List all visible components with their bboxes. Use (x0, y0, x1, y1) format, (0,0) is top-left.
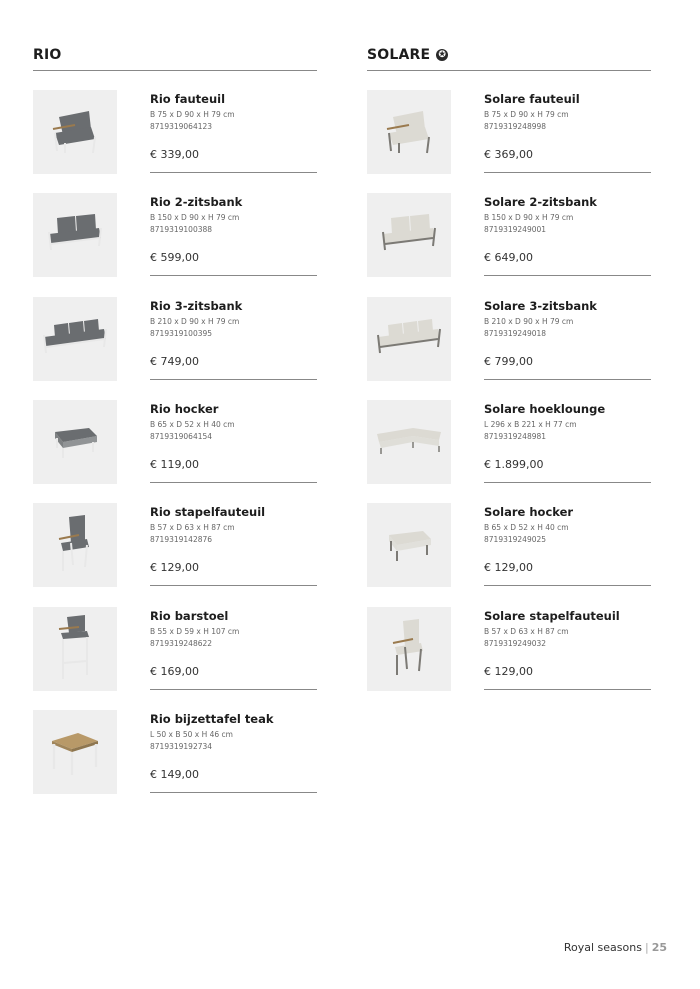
product-price: € 339,00 (150, 148, 199, 161)
product-price: € 649,00 (484, 251, 533, 265)
rio-header (33, 44, 317, 71)
product-ean: 8719319248622 (150, 638, 213, 648)
product-dimensions: B 150 x D 90 x H 79 cm (484, 213, 574, 223)
product-item (367, 90, 651, 174)
product-info (150, 90, 317, 173)
product-image (33, 607, 117, 691)
product-item (33, 90, 317, 174)
product-image (367, 607, 451, 691)
sofa-3-seat-icon (374, 315, 444, 363)
page-footer (564, 941, 667, 954)
product-dimensions: L 50 x B 50 x H 46 cm (150, 729, 233, 739)
product-name: Rio 3-zitsbank (150, 298, 243, 313)
product-item (33, 297, 317, 381)
side-table-icon (48, 723, 102, 781)
product-name: Solare fauteuil (484, 92, 580, 106)
lounge-chair-icon (379, 103, 439, 161)
product-ean: 8719319249025 (484, 535, 547, 545)
product-ean: 8719319248981 (484, 431, 547, 441)
page-number: 25 (651, 941, 667, 954)
product-image (33, 400, 117, 484)
product-info (484, 400, 651, 483)
star-badge-icon: ✪ (436, 49, 448, 61)
product-dimensions: B 150 x D 90 x H 79 cm (150, 213, 240, 223)
product-item (367, 297, 651, 381)
product-name: Rio stapelfauteuil (150, 505, 266, 520)
product-ean: 8719319100395 (150, 328, 213, 338)
product-name: Rio fauteuil (150, 92, 226, 106)
product-price: € 169,00 (150, 664, 199, 678)
product-dimensions: B 75 x D 90 x H 79 cm (484, 110, 569, 119)
product-info (150, 607, 317, 690)
product-dimensions: B 55 x D 59 x H 107 cm (150, 626, 240, 636)
product-item (33, 503, 317, 587)
product-image (367, 297, 451, 381)
product-dimensions: L 296 x B 221 x H 77 cm (484, 419, 577, 429)
product-image (367, 90, 451, 174)
product-price: € 129,00 (484, 561, 533, 575)
product-price: € 129,00 (484, 664, 533, 678)
product-image (367, 193, 451, 277)
product-info (484, 503, 651, 586)
product-item (367, 503, 651, 587)
product-name: Solare hoeklounge (484, 401, 606, 416)
product-name: Solare stapelfauteuil (484, 608, 620, 623)
product-info (150, 710, 317, 793)
product-price: € 129,00 (150, 561, 199, 575)
product-item (33, 710, 317, 794)
product-name: Rio hocker (150, 401, 219, 416)
product-image (33, 90, 117, 174)
product-item (367, 607, 651, 691)
product-price: € 749,00 (150, 354, 199, 368)
corner-lounge-icon (373, 420, 445, 464)
product-image (367, 503, 451, 587)
product-item (33, 607, 317, 691)
product-info (484, 607, 651, 690)
product-dimensions: B 210 x D 90 x H 79 cm (484, 316, 574, 326)
product-image (33, 193, 117, 277)
product-ean: 8719319249001 (484, 225, 547, 235)
product-ean: 8719319249032 (484, 638, 547, 648)
product-ean: 8719319249018 (484, 328, 547, 338)
product-name: Solare 3-zitsbank (484, 298, 597, 313)
product-dimensions: B 57 x D 63 x H 87 cm (484, 626, 569, 636)
product-image (367, 400, 451, 484)
product-dimensions: B 210 x D 90 x H 79 cm (150, 316, 240, 326)
product-info (150, 400, 317, 483)
rio-title: RIO (33, 47, 62, 63)
product-name: Solare 2-zitsbank (484, 195, 597, 210)
product-image (33, 503, 117, 587)
footer-separator: | (644, 941, 649, 954)
footstool-icon (49, 418, 101, 466)
product-price: € 149,00 (150, 767, 199, 781)
stacking-chair-icon (53, 511, 97, 579)
product-info (150, 297, 317, 380)
product-ean: 8719319192734 (150, 741, 213, 751)
footstool-icon (383, 521, 435, 569)
product-name: Rio barstoel (150, 608, 229, 623)
product-image (33, 710, 117, 794)
sofa-2-seat-icon (43, 208, 107, 262)
product-name: Rio 2-zitsbank (150, 195, 243, 210)
product-price: € 599,00 (150, 251, 199, 265)
solare-title: SOLARE (367, 47, 431, 63)
product-dimensions: B 65 x D 52 x H 40 cm (484, 523, 569, 533)
product-price: € 799,00 (484, 354, 533, 368)
product-info (150, 503, 317, 586)
product-info (484, 297, 651, 380)
product-ean: 8719319064123 (150, 122, 213, 131)
product-price: € 119,00 (150, 457, 199, 471)
product-dimensions: B 65 x D 52 x H 40 cm (150, 419, 235, 429)
bar-stool-icon (53, 613, 97, 685)
product-info (150, 193, 317, 276)
product-name: Solare hocker (484, 505, 574, 520)
product-info (484, 193, 651, 276)
product-dimensions: B 75 x D 90 x H 79 cm (150, 110, 235, 119)
product-item (367, 400, 651, 484)
product-ean: 8719319248998 (484, 122, 547, 131)
product-item (367, 193, 651, 277)
lounge-chair-icon (45, 103, 105, 161)
product-ean: 8719319100388 (150, 225, 213, 235)
sofa-3-seat-icon (40, 315, 110, 363)
product-ean: 8719319064154 (150, 431, 213, 441)
product-item (33, 193, 317, 277)
solare-header (367, 44, 651, 71)
product-price: € 369,00 (484, 148, 533, 161)
footer-brand: Royal seasons (563, 941, 642, 954)
product-price: € 1.899,00 (484, 457, 544, 471)
product-item (33, 400, 317, 484)
product-dimensions: B 57 x D 63 x H 87 cm (150, 523, 235, 533)
product-image (33, 297, 117, 381)
product-info (484, 90, 651, 173)
stacking-chair-icon (387, 615, 431, 683)
sofa-2-seat-icon (377, 208, 441, 262)
product-ean: 8719319142876 (150, 535, 213, 545)
product-name: Rio bijzettafel teak (150, 711, 274, 726)
